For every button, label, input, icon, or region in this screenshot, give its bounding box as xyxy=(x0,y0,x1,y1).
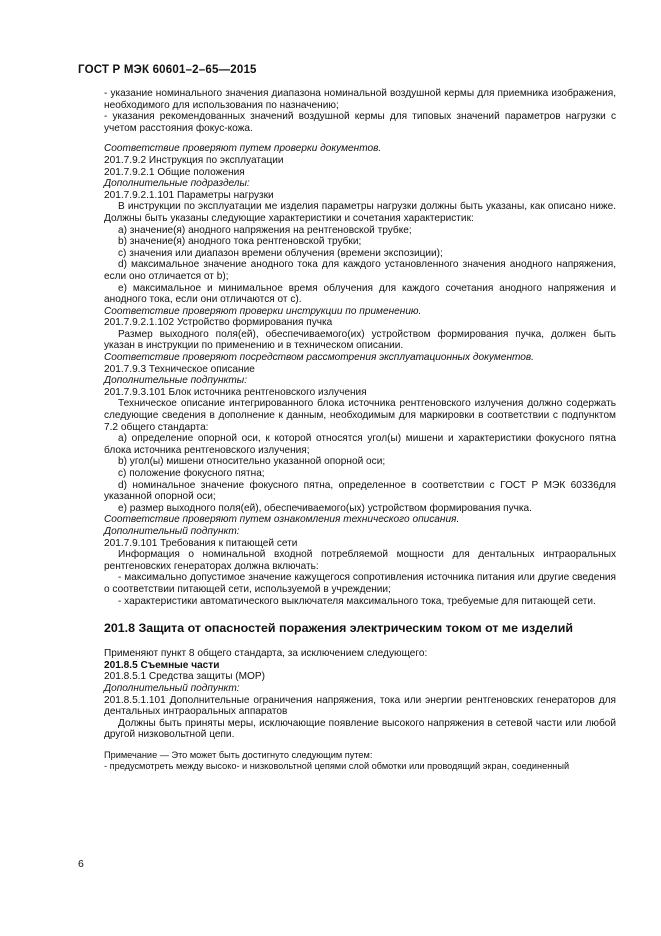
paragraph: Применяют пункт 8 общего стандарта, за исключением следующего: xyxy=(104,648,428,660)
section-heading: 201.7.9.2.1.102 Устройство формирования пучка xyxy=(104,317,333,329)
paragraph: В инструкции по эксплуатации ме изделия параметры нагрузки должны быть указаны, как описано ниже. Должны быть указаны следующие характеристики и сочетания характеристик: xyxy=(104,201,616,224)
subsection-label: Дополнительные подпункты: xyxy=(104,375,248,387)
list-item: a) значение(я) анодного напряжения на рентгеновской трубке; xyxy=(118,224,412,236)
section-heading: 201.8.5.1 Средства защиты (MOP) xyxy=(104,671,266,683)
page-number: 6 xyxy=(78,858,84,870)
list-item: b) угол(ы) мишени относительно указанной опорной оси; xyxy=(118,456,386,468)
subsection-label: Дополнительный подпункт: xyxy=(104,682,240,694)
list-item: a) определение опорной оси, к которой относятся угол(ы) мишени и характеристики фокусного пятна блока источника рентгеновского излучения; xyxy=(104,433,616,456)
list-item: - характеристики автоматического выключателя максимального тока, требуемые для питающей сети. xyxy=(118,595,596,607)
list-item: e) максимальное и минимальное время облучения для каждого сочетания анодного напряжения и анодного тока, если они отличаются от c). xyxy=(104,282,616,306)
compliance-note: Соответствие проверяют путем ознакомления технического описания. xyxy=(104,514,460,526)
subsection-label: Дополнительный подпункт: xyxy=(104,525,240,537)
section-heading: 201.7.9.101 Требования к питающей сети xyxy=(104,537,298,549)
list-item: d) номинальное значение фокусного пятна, определенное в соответствии с ГОСТ Р МЭК 60336для указанной опорной оси; xyxy=(104,479,616,503)
section-heading: 201.8.5.1.101 Дополнительные ограничения напряжения, тока или энергии рентгеновских генераторов для дентальных интраоральных аппаратов xyxy=(104,694,616,718)
list-item: b) значение(я) анодного тока рентгеновской трубки; xyxy=(118,236,362,248)
section-heading: 201.7.9.3 Техническое описание xyxy=(104,363,255,375)
document-header: ГОСТ Р МЭК 60601–2–65—2015 xyxy=(78,64,257,76)
section-heading: 201.7.9.2.1 Общие положения xyxy=(104,166,245,178)
paragraph: - указания рекомендованных значений воздушной кермы для типовых значений параметров нагрузки с учетом расстояния фокус-кожа. xyxy=(104,111,616,134)
paragraph: Техническое описание интегрированного блока источника рентгеновского излучения должно содержать следующие сведения в дополнение к данным, необходимым для маркировки в соответствии с подпунктом 7.2 общего стандарта: xyxy=(104,398,616,433)
section-heading: 201.7.9.2 Инструкция по эксплуатации xyxy=(104,154,284,166)
list-item: c) положение фокусного пятна; xyxy=(118,468,265,479)
list-item: c) значения или диапазон времени облучения (времени экспозиции); xyxy=(118,247,443,259)
paragraph: Информация о номинальной входной потребляемой мощности для дентальных интраоральных рентгеновских генераторах должна включать: xyxy=(104,549,616,572)
compliance-note: Соответствие проверяют проверки инструкции по применению. xyxy=(104,305,422,317)
compliance-note: Соответствие проверяют путем проверки документов. xyxy=(104,143,382,155)
section-heading: 201.7.9.2.1.101 Параметры нагрузки xyxy=(104,189,274,201)
paragraph: - указание номинального значения диапазона номинальной воздушной кермы для приемника изображения, необходимого для использования по назначению; xyxy=(104,88,616,111)
section-heading: 201.7.9.3.101 Блок источника рентгеновского излучения xyxy=(104,386,367,398)
note-label: Примечание — Это может быть достигнуто следующим путем: xyxy=(104,749,373,760)
paragraph: Должны быть приняты меры, исключающие появление высокого напряжения в сетевой части или любой другой низковольтной цепи. xyxy=(104,717,616,741)
compliance-note: Соответствие проверяют посредством рассмотрения эксплуатационных документов. xyxy=(104,352,534,364)
list-item: d) максимальное значение анодного тока для каждого установленного значения анодного напряжения, если оно отличается от b); xyxy=(104,259,616,282)
note-item: - предусмотреть между высоко- и низковольтной цепями слой обмотки или проводящий экран, соединенный xyxy=(104,760,570,771)
document-body xyxy=(104,88,616,772)
section-heading: 201.8.5 Съемные части xyxy=(104,659,220,671)
chapter-heading: 201.8 Защита от опасностей поражения электрическим током от ме изделий xyxy=(104,621,574,636)
paragraph: Размер выходного поля(ей), обеспечиваемого(их) устройством формирования пучка, должен быть указан в инструкции по применению и в техническом описании. xyxy=(104,328,616,352)
subsection-label: Дополнительные подразделы: xyxy=(104,178,250,190)
list-item: e) размер выходного поля(ей), обеспечиваемого(ых) устройством формирования пучка. xyxy=(118,502,532,514)
list-item: - максимально допустимое значение кажущегося сопротивления источника питания или другие сведения о соответствии питающей сети, используемой в учреждении; xyxy=(104,572,616,595)
